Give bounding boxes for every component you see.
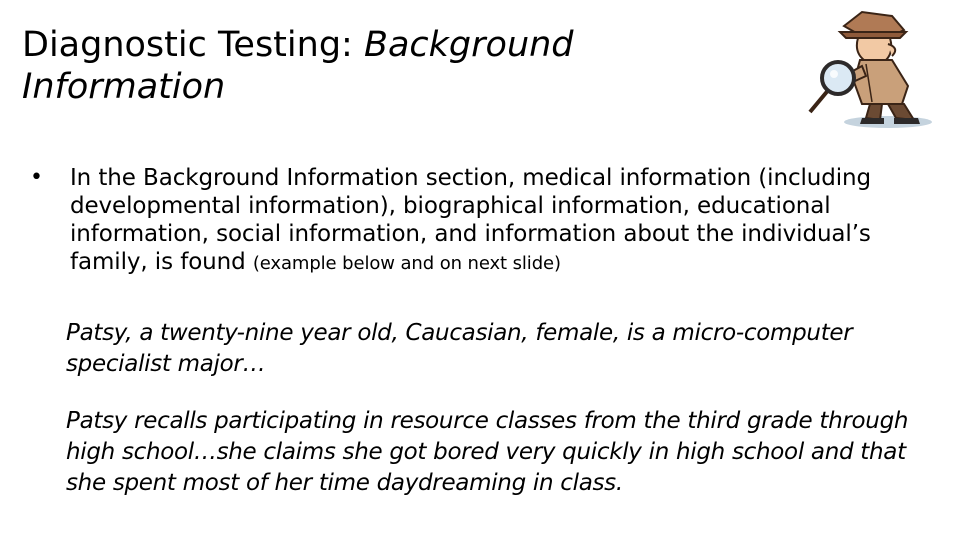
bullet-main-text: In the Background Information section, medical information (including developmental information), biographical information, educational information, social information, and information about the individual’s family, is found <box>70 165 872 275</box>
bullet-text <box>70 164 900 278</box>
bullet-item <box>30 164 910 278</box>
example-quote-2: Patsy recalls participating in resource classes from the third grade through high school…she claims she got bored very quickly in high school and that she spent most of her time daydreaming in class. <box>66 408 909 496</box>
bullet-marker: • <box>30 165 43 190</box>
title-italic-part: Background Information <box>22 25 574 107</box>
detective-magnifying-glass-icon <box>800 8 936 132</box>
bullet-note-text: (example below and on next slide) <box>252 253 561 274</box>
title-plain-part: Diagnostic Testing: <box>22 25 364 65</box>
slide-title <box>22 24 782 108</box>
example-quote-1: Patsy, a twenty-nine year old, Caucasian, female, is a micro-computer specialist major… <box>66 320 853 377</box>
